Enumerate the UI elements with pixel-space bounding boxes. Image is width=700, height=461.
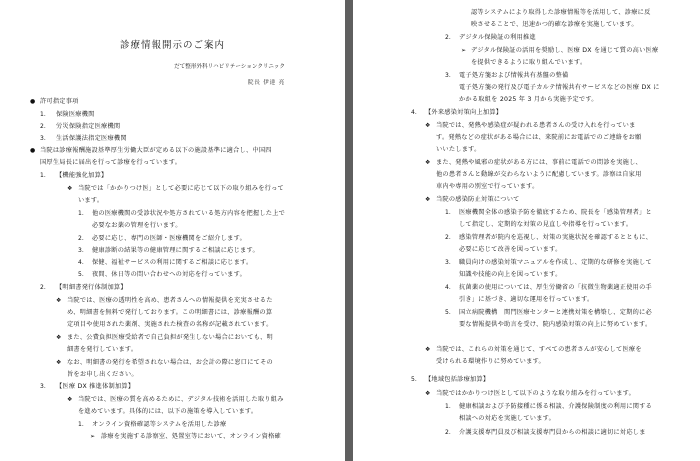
list-item: 保健、福祉サービスの利用に関するご相談に応じます。 [92, 259, 253, 266]
paragraph-line: また、公費負担医療受給者で自己負担が発生しない場合においても、明 [67, 334, 273, 341]
list-number: 1. [445, 403, 451, 410]
director-name: 院長 伊達 亮 [247, 80, 285, 86]
list-number: 1. [78, 210, 84, 217]
list-number: 1. [40, 111, 46, 118]
list-number: 3. [40, 135, 46, 142]
section-heading: 【医療 DX 推進体制加算】 [56, 383, 135, 390]
document-page-left [0, 0, 345, 461]
paragraph-line: 当院では、医療の質を高めるために、デジタル技術を活用した取り組み [78, 396, 284, 403]
list-item: 労災保険指定医療機関 [56, 123, 121, 130]
paragraph-line: また、発熱や風邪の症状がある方には、事前に電話での問診を実施し、 [436, 159, 642, 166]
list-item: 医療機関全体の感染予防を徹底するため、院長を「感染管理者」と [459, 209, 652, 216]
paragraph-line: す。発熱などの症状がある場合には、来院前にお電話でのご連絡をお願 [436, 134, 642, 141]
list-item: 電子処方箋の発行及び電子カルテ情報共有サービスなどの医療 DX に [459, 84, 660, 91]
paragraph-line: 当院の感染防止対策について [436, 196, 520, 203]
list-item: デジタル保険証の利用推進 [459, 34, 536, 41]
list-item: 相談への対応を実施しています。 [459, 415, 556, 422]
paragraph-line: を提供できるように取り組んでいます。 [471, 59, 587, 66]
section-number: 1. [40, 172, 46, 179]
list-number: 3. [445, 259, 451, 266]
paragraph-line: 他の患者さんと動線が交わらないように配慮しています。診察は自家用 [436, 171, 642, 178]
paragraph-line: 細書を発行しています。 [67, 346, 138, 353]
permits-heading: 許可指定事項 [40, 98, 79, 105]
diamond-bullet-icon: ❖ [425, 390, 431, 397]
list-item: 介護支援専門員及び相談支援専門員からの相談に適切に対応しま [459, 429, 646, 436]
intro-text: 国厚生局長に届出を行って診療を行っています。 [40, 159, 182, 166]
list-item: 抗菌薬の使用については、厚生労働省の「抗微生物薬適正使用の手 [459, 284, 652, 291]
diamond-bullet-icon: ❖ [56, 334, 62, 341]
list-item: 必要に応じ、専門の医師・医療機関をご紹介します。 [92, 235, 247, 242]
list-number: 1. [78, 421, 84, 428]
list-number: 2. [445, 234, 451, 241]
paragraph-line: 当院ではかかりつけ医として以下のような取り組みを行っています。 [436, 390, 636, 397]
list-number: 1. [445, 209, 451, 216]
clinic-name: だて整形外科リハビリテーションクリニック [174, 64, 285, 70]
list-item: 引き」に基づき、適切な運用を行っています。 [459, 296, 594, 303]
list-item: 要な情報提供や助言を受け、院内感染対策の向上に努めています。 [459, 321, 652, 328]
section-number: 5. [411, 376, 417, 383]
list-item: 必要なお薬の管理を行います。 [92, 222, 182, 229]
paragraph-line: め、明細書を無料で発行しております。この明細書には、診療報酬の算 [67, 309, 273, 316]
paragraph-line: 診療を実施する診察室、処置室等において、オンライン資格確 [101, 433, 281, 440]
list-number: 4. [445, 284, 451, 291]
document-page-right [353, 0, 700, 461]
section-number: 4. [411, 109, 417, 116]
bullet-icon: ● [30, 147, 36, 154]
diamond-bullet-icon: ❖ [425, 346, 431, 353]
diamond-bullet-icon: ❖ [67, 185, 73, 192]
list-item: 他の医療機関の受診状況や処方されている処方内容を把握した上で [92, 210, 286, 217]
list-number: 5. [78, 271, 84, 278]
arrow-bullet-icon: ➢ [90, 433, 96, 440]
paragraph-line: 車内や専用の別室で行っています。 [436, 183, 539, 190]
paragraph-line: なお、明細書の発行を希望されない場合は、お会計の際に窓口にてその [67, 359, 273, 366]
paragraph-line: 当院では、発熱や感染症が疑われる患者さんの受け入れを行っていま [436, 122, 636, 129]
list-number: 3. [445, 72, 451, 79]
paragraph-line: 映させることで、迅速かつ的確な診療を実施しています。 [471, 21, 638, 28]
diamond-bullet-icon: ❖ [425, 159, 431, 166]
list-number: 3. [78, 247, 84, 254]
paragraph-line: を進めています。具体的には、以下の施策を導入しています。 [78, 408, 258, 415]
list-item: 感染管理者が院内を巡視し、対策の実施状況を確認するとともに、 [459, 234, 653, 241]
section-heading: 【地域包括診療加算】 [425, 376, 490, 383]
list-item: 必要に応じて改善を図っています。 [459, 246, 562, 253]
list-item: 保険医療機関 [56, 111, 95, 118]
diamond-bullet-icon: ❖ [56, 359, 62, 366]
list-item: 健康診断の結果等の健康管理に関するご相談に応じます。 [92, 247, 259, 254]
list-item: かかる取組を 2025 年 3 月から実施予定です。 [459, 96, 598, 103]
list-item: 電子処方箋および情報共有基盤の整備 [459, 72, 569, 79]
diamond-bullet-icon: ❖ [425, 196, 431, 203]
paragraph-line: いいたします。 [436, 146, 481, 153]
list-item: 国立病院機構 関門医療センターと連携対策を構築し、定期的に必 [459, 309, 652, 316]
section-heading: 【外来感染対策向上加算】 [425, 109, 503, 116]
intro-text: 当院は診療報酬施設基準厚生労働大臣が定める以下の施設基準に適合し、中国四 [40, 147, 272, 154]
paragraph-line: 認等システムにより取得した診療情報等を活用して、診療に反 [471, 9, 651, 16]
list-item: 知識や技能の向上を図っています。 [459, 271, 562, 278]
diamond-bullet-icon: ❖ [56, 297, 62, 304]
list-item: 職員向けの感染対策マニュアルを作成し、定期的な研修を実施して [459, 259, 652, 266]
list-item: オンライン資格確認等システムを活用した診療 [92, 421, 227, 428]
paragraph-line: 旨をお申し出ください。 [67, 371, 138, 378]
list-number: 2. [445, 429, 451, 436]
list-number: 5. [445, 309, 451, 316]
paragraph-line: デジタル保険証の活用を奨励し、医療 DX を通じて質の高い医療 [471, 47, 659, 54]
diamond-bullet-icon: ❖ [425, 122, 431, 129]
list-number: 2. [445, 34, 451, 41]
list-item: して指定し、定期的な対策の見直しや指導を行っています。 [459, 221, 633, 228]
list-item: 夜間、休日等の問い合わせへの対応を行っています。 [92, 271, 247, 278]
section-number: 3. [40, 383, 46, 390]
list-number: 2. [40, 123, 46, 130]
section-heading: 【機能強化加算】 [56, 172, 108, 179]
paragraph-line: 当院では「かかりつけ医」として必要に応じて以下の取り組みを行って [78, 185, 284, 192]
arrow-bullet-icon: ➢ [461, 47, 467, 54]
page-title: 診療情報開示のご案内 [119, 40, 225, 51]
bullet-icon: ● [30, 98, 36, 105]
paragraph-line: います。 [78, 197, 104, 204]
list-item: 生活保護法指定医療機関 [56, 135, 127, 142]
paragraph-line: 受けられる環境作りに努めています。 [436, 358, 545, 365]
paragraph-line: 当院では、これらの対策を通じて、すべての患者さんが安心して医療を [436, 346, 642, 353]
section-heading: 【明細書発行体制加算】 [56, 284, 127, 291]
section-number: 2. [40, 284, 46, 291]
paragraph-line: 当院では、医療の透明性を高め、患者さんへの情報提供を充実させるた [67, 297, 273, 304]
list-item: 健康相談および予防接種に係る相談、介護保険制度の利用に関する [459, 403, 653, 410]
paragraph-line: 定項目や使用された薬剤、実施された検査の名称が記載されています。 [67, 321, 273, 328]
diamond-bullet-icon: ❖ [67, 396, 73, 403]
list-number: 4. [78, 259, 84, 266]
list-number: 2. [78, 235, 84, 242]
